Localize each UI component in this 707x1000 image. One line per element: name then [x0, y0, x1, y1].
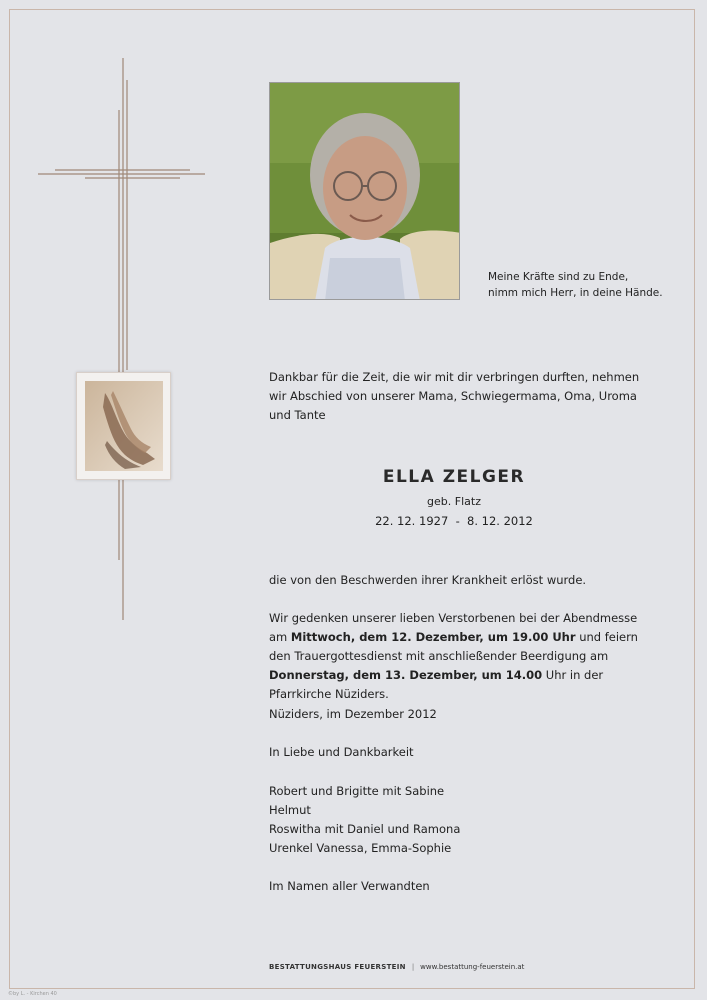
- service-text: [269, 609, 649, 704]
- quote-line: Meine Kräfte sind zu Ende,: [488, 271, 629, 283]
- service-text-part: Uhr in der Pfarrkirche Nüziders.: [269, 668, 604, 701]
- service-text-part: und feiern den Trauergottesdienst mit anschließender Beerdigung am: [269, 630, 638, 663]
- love-line: In Liebe und Dankbarkeit: [269, 745, 414, 759]
- praying-hands-image: [85, 381, 163, 471]
- intro-text: Dankbar für die Zeit, die wir mit dir verbringen durften, nehmen wir Abschied von unserer Mama, Schwiegermama, Oma, Uroma und Tante: [269, 370, 640, 422]
- family-member: Helmut: [269, 803, 311, 817]
- place-date: Nüziders, im Dezember 2012: [269, 707, 437, 721]
- portrait-photo: [269, 82, 460, 300]
- footer-url[interactable]: www.bestattung-feuerstein.at: [420, 963, 525, 971]
- footer-brand: BESTATTUNGSHAUS FEUERSTEIN: [269, 963, 406, 971]
- praying-hands-card: [76, 372, 171, 480]
- quote-line: nimm mich Herr, in deine Hände.: [488, 287, 663, 299]
- birth-name: geb. Flatz: [427, 495, 481, 508]
- family-member: Roswitha mit Daniel und Ramona: [269, 822, 461, 836]
- deceased-name: ELLA ZELGER: [382, 467, 526, 487]
- life-dates: 22. 12. 1927 - 8. 12. 2012: [375, 514, 533, 528]
- family-member: Urenkel Vanessa, Emma-Sophie: [269, 841, 452, 855]
- service-date-2: Donnerstag, dem 13. Dezember, um 14.00: [269, 668, 543, 682]
- credit-text: ©by L. - Kirchen 40: [8, 991, 57, 997]
- relatives-line: Im Namen aller Verwandten: [269, 879, 430, 893]
- family-member: Robert und Brigitte mit Sabine: [269, 784, 445, 798]
- family-list: [269, 782, 460, 858]
- footer: [269, 963, 524, 971]
- relief-text: die von den Beschwerden ihrer Krankheit erlöst wurde.: [269, 573, 587, 587]
- service-date-1: Mittwoch, dem 12. Dezember, um 19.00 Uhr: [290, 630, 576, 644]
- footer-separator: |: [411, 963, 415, 971]
- service-text-part: Wir gedenken unserer lieben Verstorbenen bei der Abendmesse am: [269, 611, 638, 644]
- cross-icon: [30, 50, 220, 630]
- quote: [488, 269, 688, 301]
